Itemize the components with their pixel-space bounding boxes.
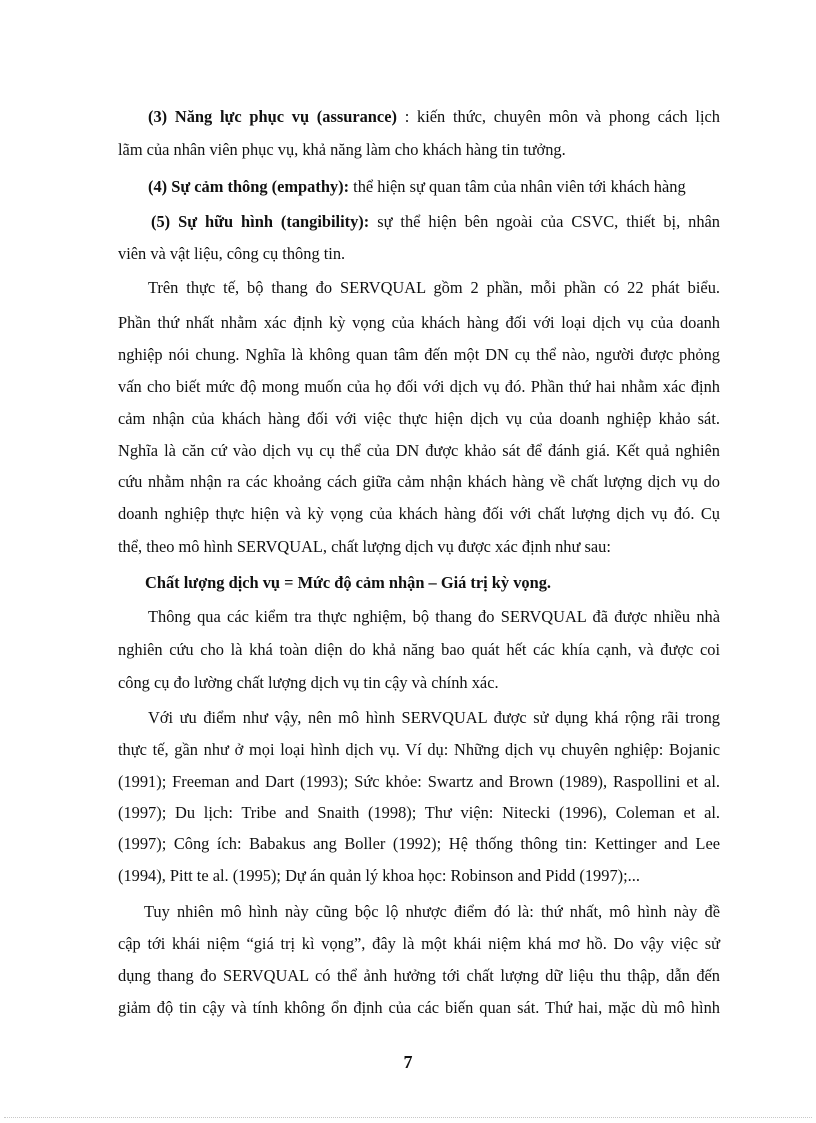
paragraph-1-line: thể, theo mô hình SERVQUAL, chất lượng dịch vụ được xác định như sau: — [118, 537, 611, 556]
paragraph-3-line: thực tế, gần như ở mọi loại hình dịch vụ. Ví dụ: Những dịch vụ chuyên nghiệp: Bojanic — [118, 740, 720, 759]
paragraph-1-line: doanh nghiệp thực hiện và kỳ vọng của khách hàng đối với chất lượng dịch vụ đó. Cụ — [118, 504, 720, 523]
page-bottom-border — [4, 1117, 812, 1118]
paragraph-3-line: (1997); Du lịch: Tribe and Snaith (1998); Thư viện: Nitecki (1996), Coleman et al. — [118, 803, 720, 822]
criterion-5-line-1: (5) Sự hữu hình (tangibility): sự thể hiện bên ngoài của CSVC, thiết bị, nhân — [151, 212, 721, 231]
criterion-5-title: (5) Sự hữu hình (tangibility): — [151, 212, 370, 231]
paragraph-1-line: vấn cho biết mức độ mong muốn của họ đối với dịch vụ đó. Phần thứ hai nhằm xác định — [118, 377, 720, 396]
criterion-3-line-1: (3) Năng lực phục vụ (assurance) : kiến thức, chuyên môn và phong cách lịch — [148, 107, 720, 126]
paragraph-1-line: cứu nhằm nhận ra các khoảng cách giữa cảm nhận khách hàng về chất lượng dịch vụ do — [118, 472, 720, 491]
paragraph-1-line: nghiệp nói chung. Nghĩa là không quan tâm đến một DN cụ thể nào, người được phỏng — [118, 345, 720, 364]
page-number: 7 — [403, 1052, 413, 1072]
paragraph-2-line: nghiên cứu cho là khá toàn diện do khả năng bao quát hết các khía cạnh, và được coi — [118, 640, 720, 659]
paragraph-3-line: (1991); Freeman and Dart (1993); Sức khỏe: Swartz and Brown (1989), Raspollini et al. — [118, 772, 720, 791]
quality-formula: Chất lượng dịch vụ = Mức độ cảm nhận – Giá trị kỳ vọng. — [145, 573, 552, 592]
criterion-3-line-2: lãm của nhân viên phục vụ, khả năng làm cho khách hàng tin tưởng. — [118, 140, 566, 159]
paragraph-3-line: (1997); Công ích: Babakus ang Boller (1992); Hệ thống thông tin: Kettinger and Lee — [118, 834, 720, 853]
criterion-3-title: (3) Năng lực phục vụ (assurance) — [148, 107, 397, 126]
paragraph-1-line: Trên thực tế, bộ thang đo SERVQUAL gồm 2 phần, mỗi phần có 22 phát biểu. — [148, 278, 720, 297]
paragraph-2-line: Thông qua các kiểm tra thực nghiệm, bộ thang đo SERVQUAL đã được nhiều nhà — [148, 607, 720, 626]
paragraph-1-line: Phần thứ nhất nhằm xác định kỳ vọng của khách hàng đối với loại dịch vụ của doanh — [118, 313, 720, 332]
criterion-4-title: (4) Sự cảm thông (empathy): — [148, 177, 350, 196]
paragraph-2-line: công cụ đo lường chất lượng dịch vụ tin cậy và chính xác. — [118, 673, 499, 692]
paragraph-4-line: cập tới khái niệm “giá trị kì vọng”, đây là một khái niệm khá mơ hồ. Do vậy việc sử — [118, 934, 720, 953]
criterion-5-line-2: viên và vật liệu, công cụ thông tin. — [118, 244, 346, 263]
paragraph-1-line: cảm nhận của khách hàng đối với việc thực hiện dịch vụ của doanh nghiệp khảo sát. — [118, 409, 720, 428]
paragraph-4-line: dụng thang đo SERVQUAL có thể ảnh hưởng tới chất lượng dữ liệu thu thập, dẫn đến — [118, 966, 720, 985]
paragraph-4-line: Tuy nhiên mô hình này cũng bộc lộ nhược điểm đó là: thứ nhất, mô hình này đề — [144, 902, 720, 921]
paragraph-1-line: Nghĩa là căn cứ vào dịch vụ cụ thể của DN được khảo sát để đánh giá. Kết quả nghiên — [118, 441, 720, 460]
paragraph-3-line: Với ưu điểm như vậy, nên mô hình SERVQUAL được sử dụng khá rộng rãi trong — [148, 708, 720, 727]
criterion-4-line-1: (4) Sự cảm thông (empathy): thể hiện sự quan tâm của nhân viên tới khách hàng — [148, 177, 686, 196]
paragraph-3-line: (1994), Pitt te al. (1995); Dự án quản lý khoa học: Robinson and Pidd (1997);... — [118, 866, 640, 885]
paragraph-4-line: giảm độ tin cậy và tính không ổn định của các biến quan sát. Thứ hai, mặc dù mô hình — [118, 998, 720, 1017]
